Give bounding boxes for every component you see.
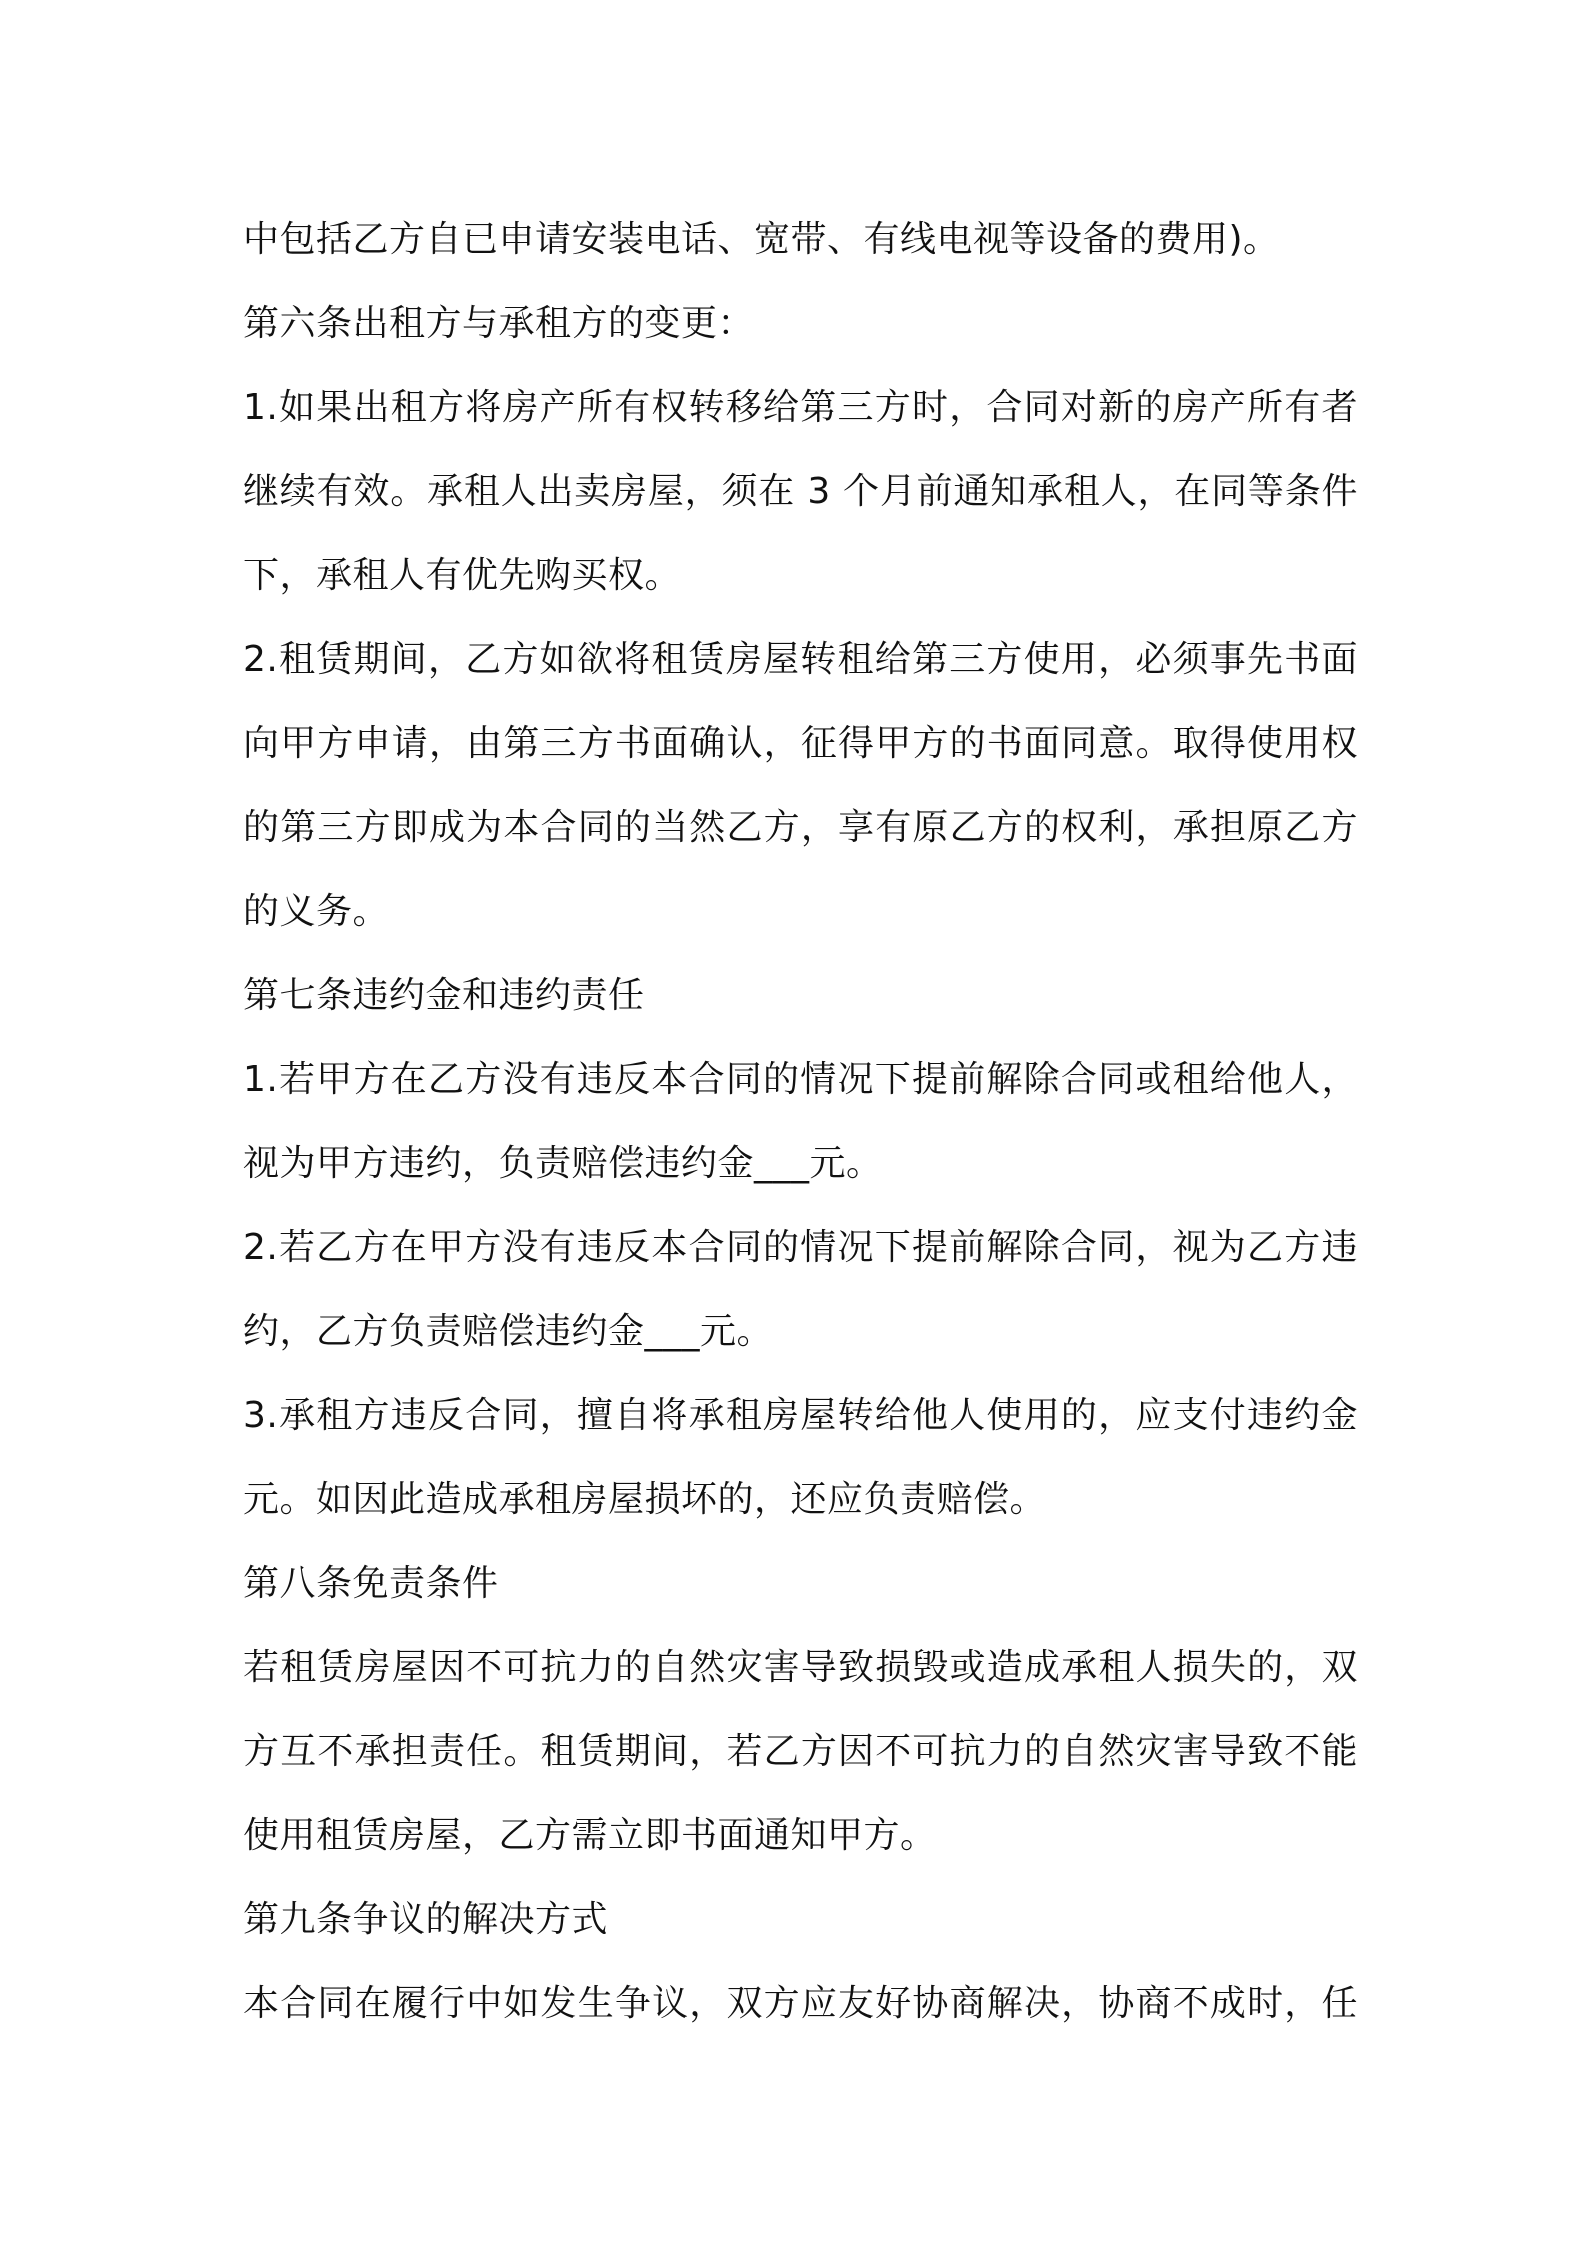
paragraph-line: 2.若乙方在甲方没有违反本合同的情况下提前解除合同，视为乙方违 — [243, 1227, 1358, 1268]
paragraph-line: 视为甲方违约，负责赔偿违约金___元。 — [243, 1143, 883, 1184]
paragraph-line: 下，承租人有优先购买权。 — [243, 555, 682, 596]
article-heading: 第九条争议的解决方式 — [243, 1899, 609, 1940]
article-heading: 第七条违约金和违约责任 — [243, 975, 645, 1016]
paragraph-line: 1.如果出租方将房产所有权转移给第三方时，合同对新的房产所有者 — [243, 387, 1358, 428]
paragraph-line: 本合同在履行中如发生争议，双方应友好协商解决，协商不成时，任 — [243, 1983, 1358, 2024]
paragraph-line: 的义务。 — [243, 891, 390, 932]
paragraph-line: 继续有效。承租人出卖房屋，须在 3 个月前通知承租人，在同等条件 — [243, 471, 1358, 512]
paragraph-line: 使用租赁房屋，乙方需立即书面通知甲方。 — [243, 1815, 937, 1856]
paragraph-line: 方互不承担责任。租赁期间，若乙方因不可抗力的自然灾害导致不能 — [243, 1731, 1358, 1772]
paragraph-line: 若租赁房屋因不可抗力的自然灾害导致损毁或造成承租人损失的，双 — [243, 1647, 1358, 1688]
article-heading: 第六条出租方与承租方的变更： — [243, 303, 755, 344]
paragraph-line: 元。如因此造成承租房屋损坏的，还应负责赔偿。 — [243, 1479, 1047, 1520]
paragraph-line: 2.租赁期间，乙方如欲将租赁房屋转租给第三方使用，必须事先书面 — [243, 639, 1358, 680]
paragraph-line: 约，乙方负责赔偿违约金___元。 — [243, 1311, 774, 1352]
paragraph-line: 1.若甲方在乙方没有违反本合同的情况下提前解除合同或租给他人， — [243, 1059, 1358, 1100]
paragraph-line: 3.承租方违反合同，擅自将承租房屋转给他人使用的，应支付违约金 — [243, 1395, 1358, 1436]
article-heading: 第八条免责条件 — [243, 1563, 499, 1604]
document-body — [243, 198, 1358, 2046]
paragraph-line: 中包括乙方自已申请安装电话、宽带、有线电视等设备的费用)。 — [243, 219, 1280, 260]
paragraph-line: 向甲方申请，由第三方书面确认，征得甲方的书面同意。取得使用权 — [243, 723, 1358, 764]
paragraph-line: 的第三方即成为本合同的当然乙方，享有原乙方的权利，承担原乙方 — [243, 807, 1358, 848]
